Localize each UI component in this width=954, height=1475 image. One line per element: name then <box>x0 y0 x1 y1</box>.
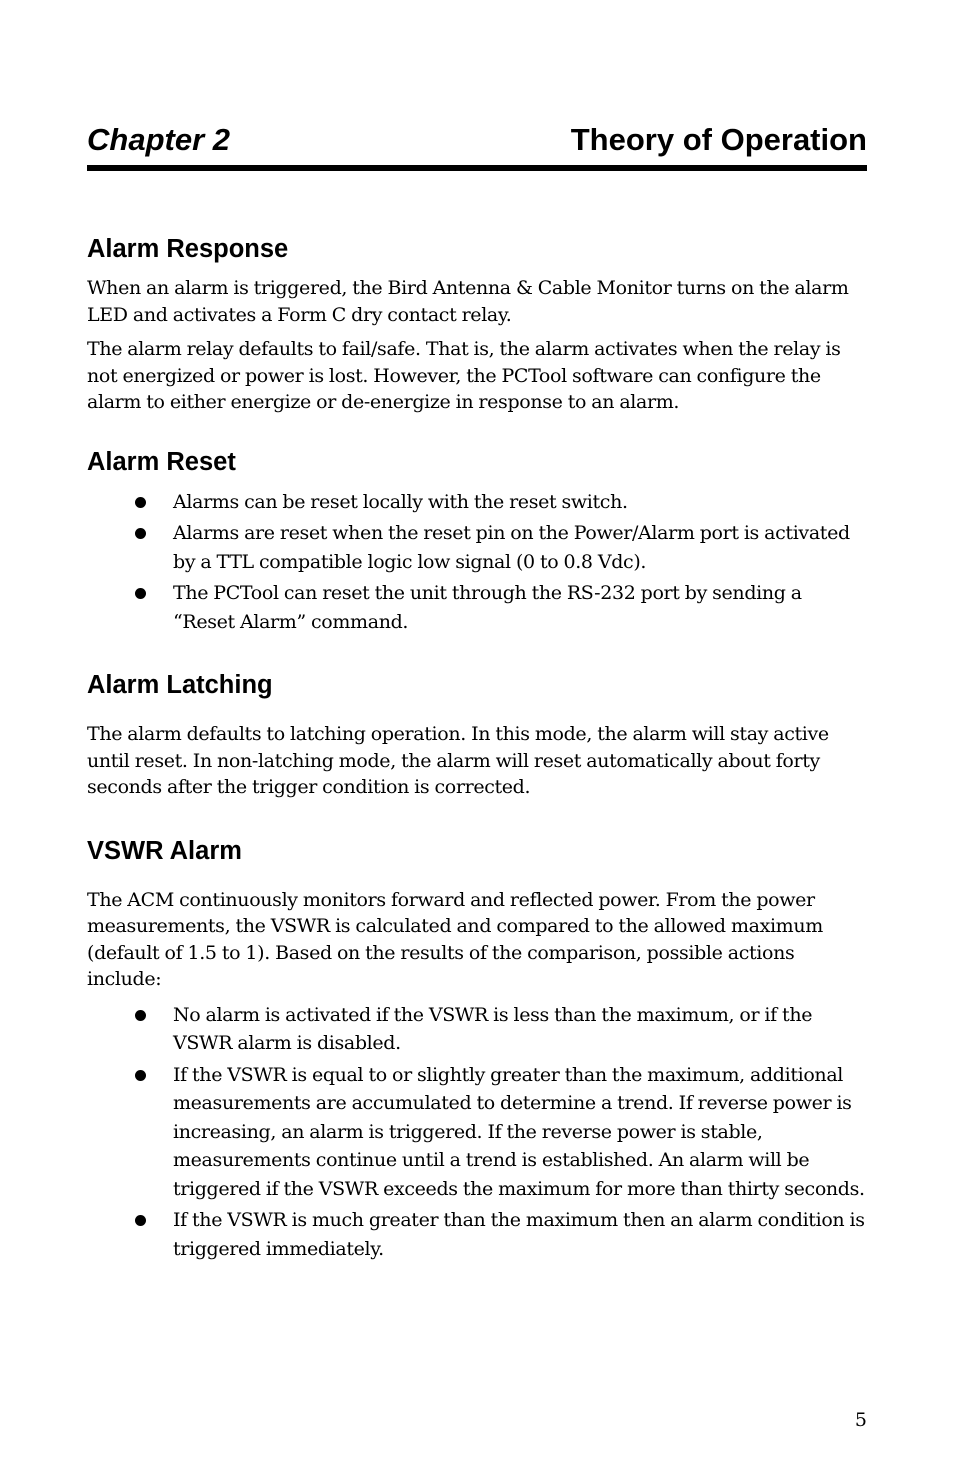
section-alarm-latching <box>87 668 867 801</box>
header-rule <box>87 165 867 171</box>
section-alarm-response <box>87 232 867 416</box>
page-content <box>87 232 867 1266</box>
bullet-icon <box>135 588 146 599</box>
list-item-text: If the VSWR is much greater than the maximum then an alarm condition is triggered immediately. <box>173 1209 865 1260</box>
paragraph: The alarm defaults to latching operation. In this mode, the alarm will stay active until reset. In non-latching mode, the alarm will reset automatically about forty seconds after the trigger condition is corrected. <box>87 723 829 798</box>
paragraph: When an alarm is triggered, the Bird Antenna & Cable Monitor turns on the alarm LED and activates a Form C dry contact relay. <box>87 277 849 326</box>
list-item-text: Alarms can be reset locally with the reset switch. <box>173 490 628 513</box>
chapter-label: Chapter 2 <box>87 122 230 157</box>
list-item <box>87 519 867 576</box>
list-item-text: If the VSWR is equal to or slightly greater than the maximum, additional measurements are accumulated to determine a trend. If reverse power is increasing, an alarm is triggered. If the reverse power is stable, measurements continue until a trend is established. An alarm will be triggered if the VSWR exceeds the maximum for more than thirty seconds. <box>173 1063 865 1200</box>
list-item-text: No alarm is activated if the VSWR is less than the maximum, or if the VSWR alarm is disabled. <box>173 1003 813 1054</box>
list-item-text: The PCTool can reset the unit through the RS-232 port by sending a “Reset Alarm” command. <box>173 582 802 633</box>
section-vswr-alarm <box>87 834 867 1264</box>
list-item-text: Alarms are reset when the reset pin on the Power/Alarm port is activated by a TTL compatible logic low signal (0 to 0.8 Vdc). <box>173 522 850 573</box>
section-alarm-reset <box>87 445 867 637</box>
list-item <box>87 1061 867 1204</box>
bullet-list <box>87 1001 867 1264</box>
section-heading: Alarm Reset <box>87 447 236 476</box>
chapter-header <box>87 120 867 170</box>
paragraph: The alarm relay defaults to fail/safe. That is, the alarm activates when the relay is not energized or power is lost. However, the PCTool software can configure the alarm to either energize or de-energize in response to an alarm. <box>87 338 841 413</box>
section-heading: Alarm Response <box>87 235 289 263</box>
bullet-icon <box>135 1070 146 1081</box>
list-item <box>87 1001 867 1058</box>
paragraph: The ACM continuously monitors forward and reflected power. From the power measurements, the VSWR is calculated and compared to the allowed maximum (default of 1.5 to 1). Based on the results of the comparison, possible actions include: <box>87 888 823 990</box>
manual-page <box>87 0 867 1475</box>
bullet-icon <box>135 1010 146 1021</box>
list-item <box>87 488 867 517</box>
section-heading: VSWR Alarm <box>87 836 242 865</box>
list-item <box>87 1206 867 1263</box>
bullet-icon <box>135 497 146 508</box>
bullet-list <box>87 488 867 637</box>
chapter-title: Theory of Operation <box>570 122 867 157</box>
bullet-icon <box>135 1215 146 1226</box>
section-heading: Alarm Latching <box>87 671 273 699</box>
page-number: 5 <box>854 1409 867 1431</box>
list-item <box>87 579 867 636</box>
bullet-icon <box>135 528 146 539</box>
